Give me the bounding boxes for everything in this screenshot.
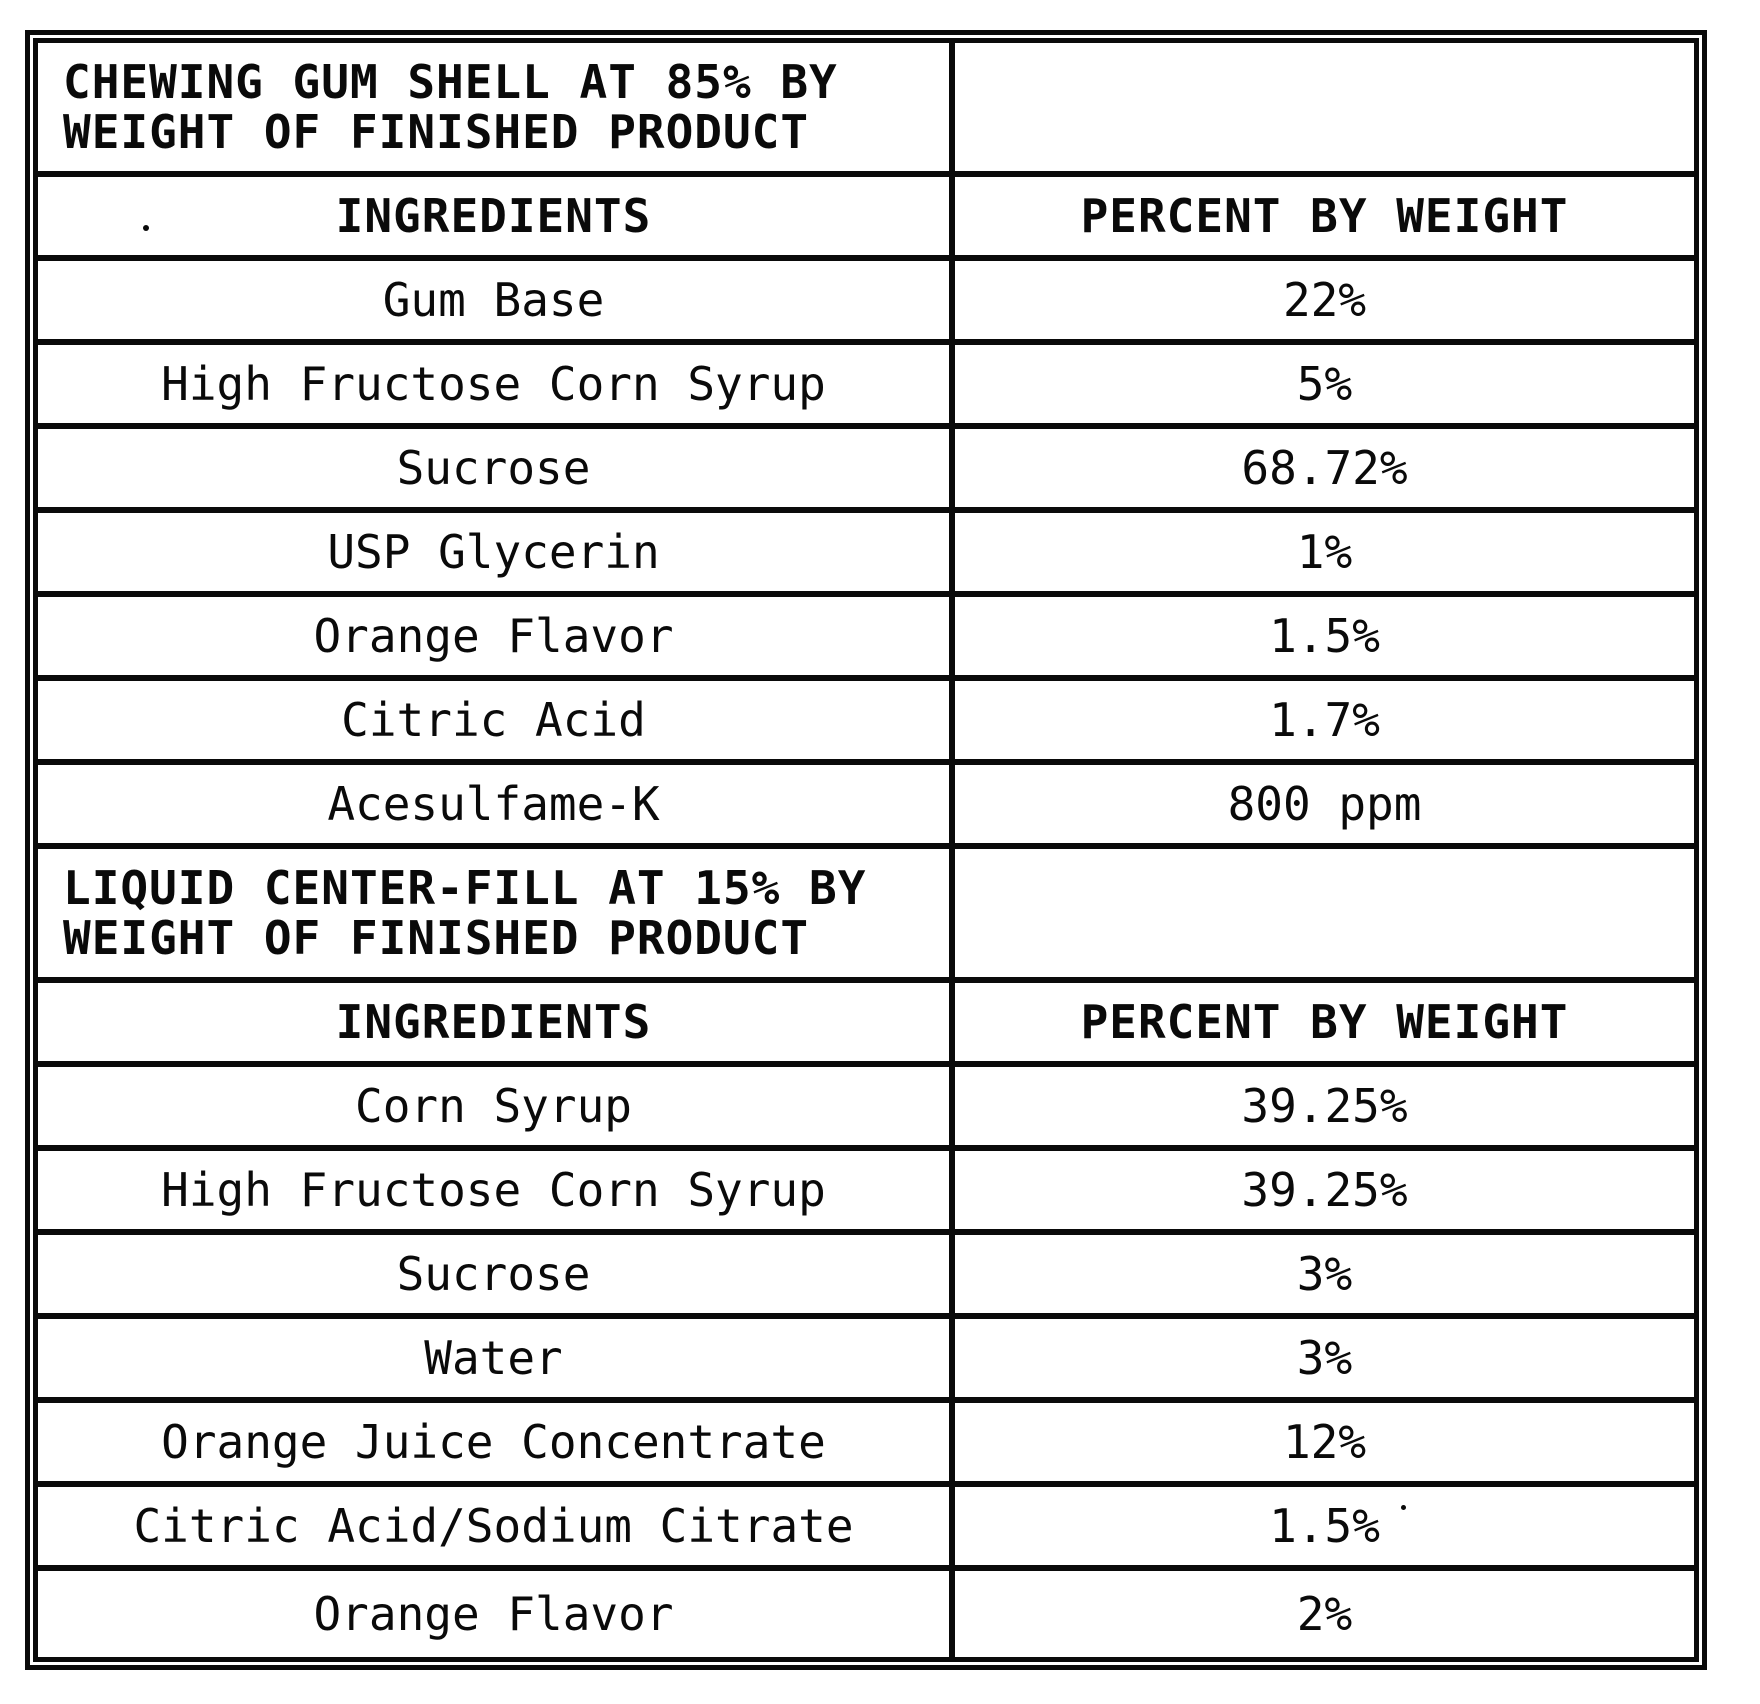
percent-value: 39.25% [1241,1163,1408,1217]
section1-title-cell [38,43,955,171]
table-row-citric-acid [38,681,1694,765]
percent-cell [955,261,1694,339]
ingredient-name: Sucrose [396,1247,591,1301]
ingredient-name: Corn Syrup [355,1079,632,1133]
ingredient-name: High Fructose Corn Syrup [161,357,826,411]
section2-ingredients-header: INGREDIENTS [335,995,652,1049]
section1-ingredients-header: INGREDIENTS [335,189,652,243]
ingredient-cell [38,1319,955,1397]
section2-title-cell [38,849,955,977]
ingredient-name: High Fructose Corn Syrup [161,1163,826,1217]
percent-value: 1.7% [1269,693,1380,747]
scan-speck [1401,1505,1406,1510]
section1-percent-header-cell [955,177,1694,255]
section2-title-empty-cell [955,849,1694,977]
ingredient-cell [38,1487,955,1565]
ingredients-table-inner [33,38,1699,1662]
section1-percent-header: PERCENT BY WEIGHT [1080,189,1569,243]
table-row-citric-acid-sodium-citrate [38,1487,1694,1571]
table-row-orange-juice-concentrate [38,1403,1694,1487]
section2-ingredients-header-cell [38,983,955,1061]
percent-cell [955,681,1694,759]
table-row-sucrose-shell [38,429,1694,513]
table-row-gum-base [38,261,1694,345]
ingredient-name: USP Glycerin [327,525,660,579]
table-row-corn-syrup [38,1067,1694,1151]
percent-value: 3% [1296,1247,1353,1301]
section1-column-header-row [38,177,1694,261]
percent-cell [955,1319,1694,1397]
percent-value: 22% [1282,273,1367,327]
ingredient-cell [38,261,955,339]
ingredient-name: Gum Base [382,273,605,327]
section2-title-line1: LIQUID CENTER-FILL AT 15% BY [63,861,867,915]
percent-cell [955,765,1694,843]
percent-cell [955,1403,1694,1481]
percent-value: 12% [1282,1415,1367,1469]
ingredient-name: Sucrose [396,441,591,495]
ingredient-name: Orange Flavor [313,609,674,663]
table-row-acesulfame-k [38,765,1694,849]
ingredient-name: Citric Acid/Sodium Citrate [133,1499,854,1553]
ingredient-cell [38,1235,955,1313]
ingredient-name: Acesulfame-K [327,777,660,831]
ingredient-name: Orange Juice Concentrate [161,1415,826,1469]
section2-title-row [38,849,1694,983]
table-row-orange-flavor-shell [38,597,1694,681]
section1-title-empty-cell [955,43,1694,171]
percent-cell [955,1151,1694,1229]
ingredient-cell [38,765,955,843]
ingredient-cell [38,1403,955,1481]
ingredient-cell [38,1571,955,1657]
ingredient-name: Orange Flavor [313,1587,674,1641]
percent-cell [955,1067,1694,1145]
percent-cell [955,345,1694,423]
table-row-sucrose-fill [38,1235,1694,1319]
percent-cell [955,513,1694,591]
ingredient-cell [38,429,955,507]
table-row-orange-flavor-fill [38,1571,1694,1657]
section2-title [63,863,866,963]
percent-value: 5% [1296,357,1353,411]
percent-cell [955,429,1694,507]
percent-value: 1.5% [1269,1499,1380,1553]
section1-title-row [38,43,1694,177]
ingredient-cell [38,681,955,759]
percent-value: 1.5% [1269,609,1380,663]
section2-percent-header-cell [955,983,1694,1061]
table-row-hfcs-shell [38,345,1694,429]
table-row-usp-glycerin [38,513,1694,597]
table-row-hfcs-fill [38,1151,1694,1235]
percent-value: 3% [1296,1331,1353,1385]
percent-value: 1% [1296,525,1353,579]
ingredient-cell [38,597,955,675]
section1-title [63,57,838,157]
percent-value: 800 ppm [1227,777,1422,831]
percent-cell [955,1235,1694,1313]
ingredient-cell [38,1151,955,1229]
section2-title-line2: WEIGHT OF FINISHED PRODUCT [63,911,810,965]
percent-cell [955,1487,1694,1565]
table-row-water [38,1319,1694,1403]
section1-title-line1: CHEWING GUM SHELL AT 85% BY [63,55,838,109]
ingredient-cell [38,345,955,423]
section2-column-header-row [38,983,1694,1067]
ingredient-cell [38,513,955,591]
scan-speck [143,225,149,231]
percent-value: 39.25% [1241,1079,1408,1133]
percent-cell [955,597,1694,675]
percent-value: 2% [1296,1587,1353,1641]
ingredient-cell [38,1067,955,1145]
percent-value: 68.72% [1241,441,1408,495]
percent-cell [955,1571,1694,1657]
section1-title-line2: WEIGHT OF FINISHED PRODUCT [63,105,810,159]
ingredient-name: Citric Acid [341,693,646,747]
section1-ingredients-header-cell [38,177,955,255]
ingredients-table [25,30,1707,1670]
section2-percent-header: PERCENT BY WEIGHT [1080,995,1569,1049]
ingredient-name: Water [424,1331,563,1385]
